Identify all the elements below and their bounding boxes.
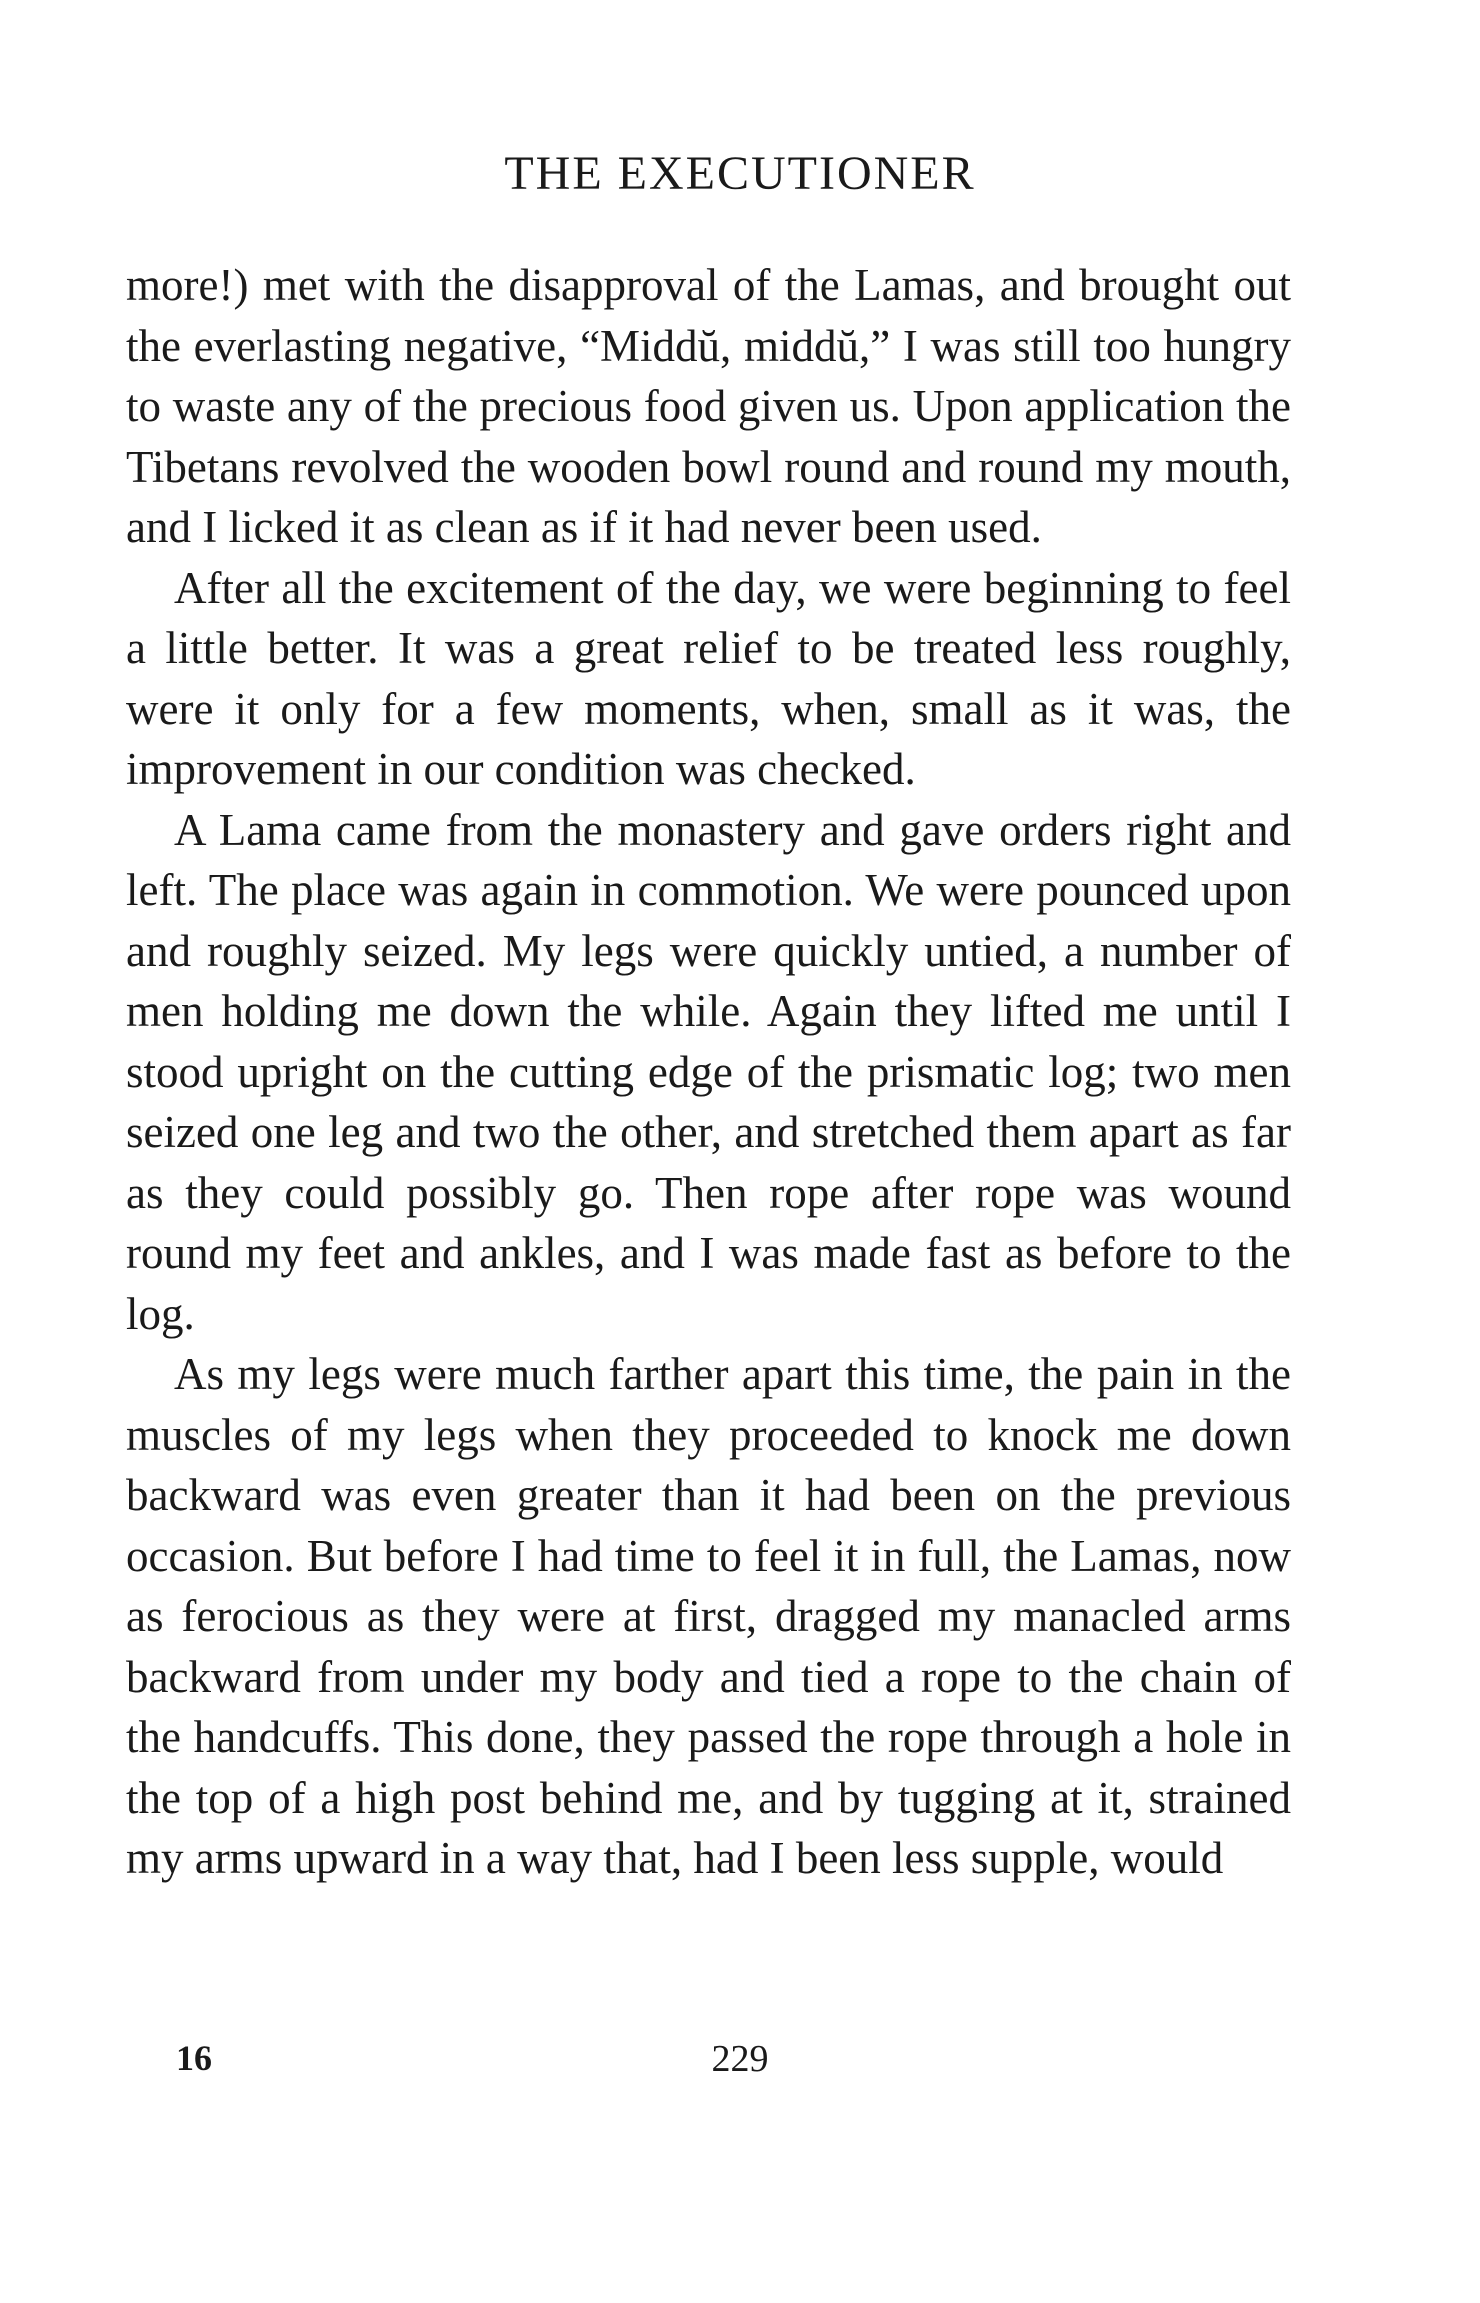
page-number: 229 xyxy=(711,2038,769,2080)
running-head: THE EXECUTIONER xyxy=(504,147,976,200)
paragraph: After all the excitement of the day, we were beginning to feel a little better. It was a great relief to be treated less roughly, were it only for a few moments, when, small as it was, the improvement in our condition was checked. xyxy=(126,562,1291,794)
body-text xyxy=(126,255,1291,1889)
signature-mark: 16 xyxy=(176,2038,212,2078)
paragraph: A Lama came from the monastery and gave orders right and left. The place was again in commotion. We were pounced upon and roughly seized. My legs were quickly untied, a number of men holding me down the while. Again they lifted me until I stood upright on the cutting edge of the prismatic log; two men seized one leg and two the other, and stretched them apart as far as they could possibly go. Then rope after rope was wound round my feet and ankles, and I was made fast as before to the log. xyxy=(126,804,1291,1339)
paragraph-continued: more!) met with the disapproval of the Lamas, and brought out the everlasting negative, “Middŭ, middŭ,” I was still too hungry to waste any of the precious food given us. Upon application the Tibetans revolved the wooden bowl round and round my mouth, and I licked it as clean as if it had never been used. xyxy=(126,260,1291,552)
paragraph: As my legs were much farther apart this time, the pain in the muscles of my legs when they proceeded to knock me down backward was even greater than it had been on the previous occasion. But before I had time to feel it in full, the Lamas, now as ferocious as they were at first, dragged my manacled arms backward from under my body and tied a rope to the chain of the handcuffs. This done, they passed the rope through a hole in the top of a high post behind me, and by tugging at it, strained my arms upward in a way that, had I been less supple, would xyxy=(126,1349,1291,1883)
